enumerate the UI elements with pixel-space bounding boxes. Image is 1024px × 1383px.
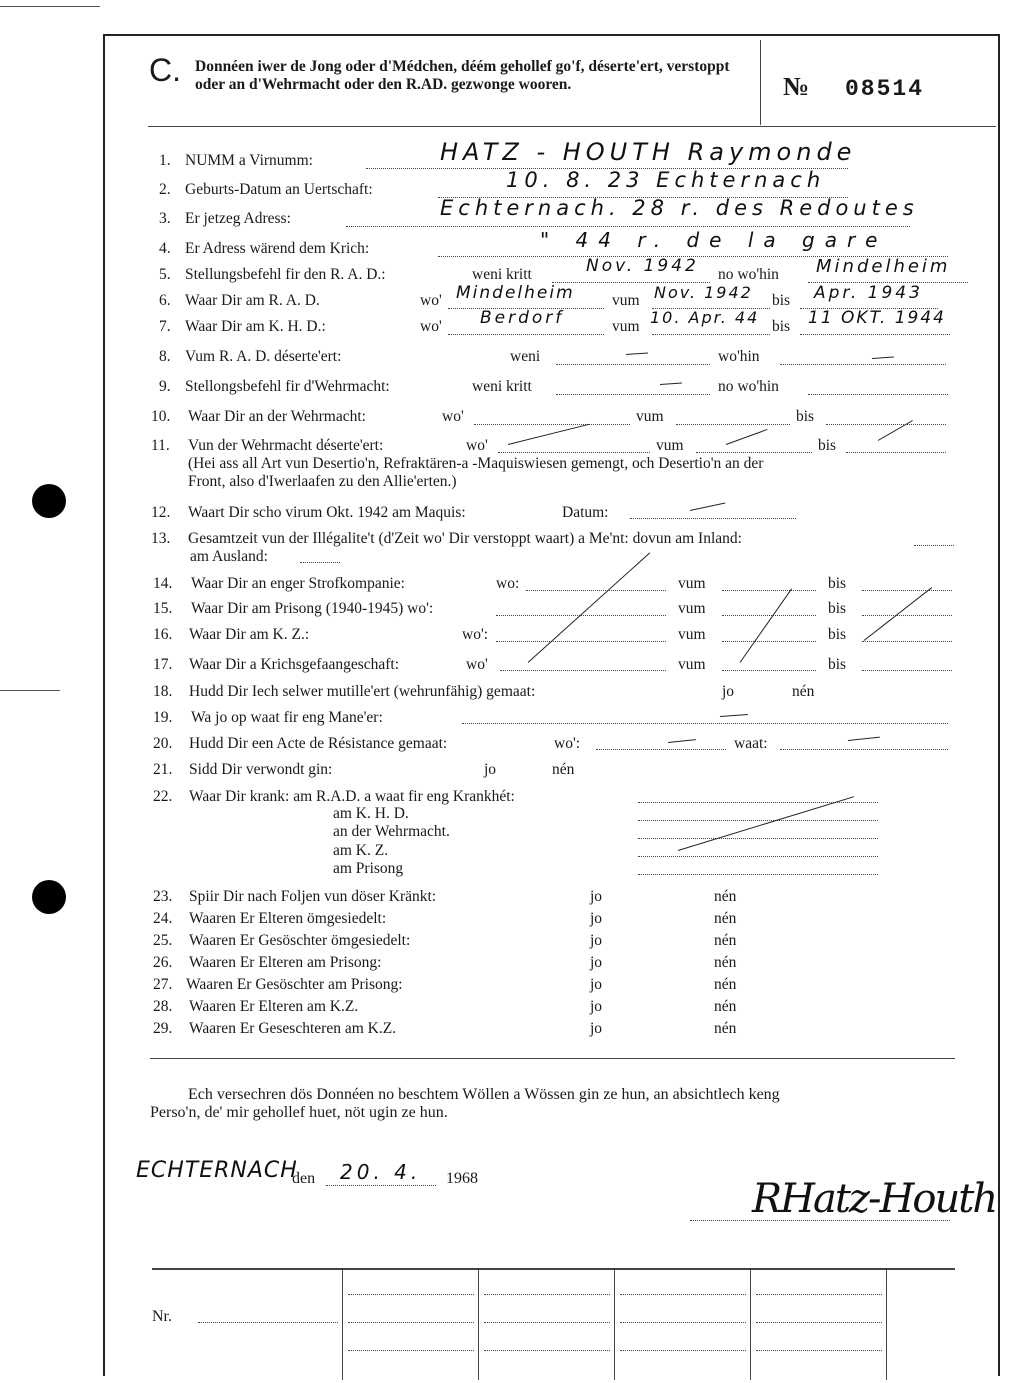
row-7-number: 7. [159,318,171,335]
row-29-label: Waaren Er Geseschteren am K.Z. [189,1020,397,1037]
footer-top-rule [152,1268,955,1270]
answer-khd-bis: 11 OKT. 1944 [808,308,947,328]
row-28-no: nén [714,998,737,1015]
row-4-label: Er Adress wärend dem Krich: [185,240,370,257]
row-27-no: nén [714,976,737,993]
answer-khd-wo: Berdorf [480,308,565,328]
row-11-bis-line [846,452,946,453]
row-7-vum-label: vum [612,318,640,335]
row-3-line [346,226,910,227]
row-13-inland-line [914,545,954,546]
row-18-yes: jo [722,683,735,700]
row-27-yes: jo [590,976,603,993]
answer-war-address: " 44 r. de la gare [540,228,888,252]
row-17-wo-label: wo' [466,656,488,673]
row-8-where-line [780,364,946,365]
answer-khd-vum: 10. Apr. 44 [650,308,760,327]
row-11-wo-label: wo' [466,437,488,454]
row-1-label: NUMM a Virnumm: [185,152,313,169]
row-23-label: Spiir Dir nach Foljen vun döser Kränkt: [189,888,437,905]
row-14-wo-line [526,590,666,591]
row-12-label: Waart Dir scho virum Okt. 1942 am Maquis: [188,504,466,521]
row-17-number: 17. [153,656,173,673]
row-14-number: 14. [153,575,173,592]
row-8-where-label: wo'hin [718,348,760,365]
declaration-place: ECHTERNACH [136,1158,298,1183]
row-26-no: nén [714,954,737,971]
row-26-yes: jo [590,954,603,971]
row-13-abroad-line [300,562,340,563]
declaration-year: 1968 [446,1170,478,1187]
row-6-wo-label: wo' [420,292,442,309]
row-8-when-line [556,364,710,365]
row-16-label: Waar Dir am K. Z.: [189,626,310,643]
row-27-number: 27. [153,976,173,993]
row-17-vum-line [722,670,816,671]
row-14-bis-label: bis [828,575,847,592]
row-21-label: Sidd Dir verwondt gin: [189,761,333,778]
row-10-wo-line [474,424,630,425]
row-21-no: nén [552,761,575,778]
row-6-label: Waar Dir am R. A. D. [185,292,320,309]
row-16-bis-line [862,641,952,642]
row-27-label: Waaren Er Gesöschter am Prisong: [186,976,403,993]
row-23-number: 23. [153,888,173,905]
row-12-date-label: Datum: [562,504,609,521]
row-11-label: Vun der Wehrmacht déserte'ert: [188,437,384,454]
row-18-no: nén [792,683,815,700]
row-10-wo-label: wo' [442,408,464,425]
answer-rad-vum: Nov. 1942 [654,283,753,302]
answer-rad-bis: Apr. 1943 [814,283,923,303]
row-12-date-line [630,518,796,519]
row-11-vum-line [696,452,812,453]
row-24-yes: jo [590,910,603,927]
row-6-number: 6. [159,292,171,309]
footer-divider-5 [886,1270,887,1380]
footer-line-b2 [484,1322,610,1323]
row-28-yes: jo [590,998,603,1015]
row-7-vum-line [652,334,770,335]
row-14-vum-line [722,590,816,591]
row-29-number: 29. [153,1020,173,1037]
row-22-sub-3: am K. Z. [333,842,389,859]
row-3-label: Er jetzeg Adress: [185,210,291,227]
row-24-number: 24. [153,910,173,927]
row-19-line [462,723,948,724]
row-17-label: Waar Dir a Krichsgefaangeschaft: [189,656,400,673]
row-14-bis-line [862,590,952,591]
declaration-den: den [292,1170,316,1187]
row-22-line-3 [638,838,878,839]
answer-rad-when: Nov. 1942 [586,256,699,276]
row-16-wo-label: wo': [462,626,489,643]
row-17-bis-line [862,670,952,671]
row-10-bis-line [826,424,946,425]
footer-line-d1 [756,1294,882,1295]
row-16-vum-label: vum [678,626,706,643]
fold-mark-left [0,690,60,691]
row-29-yes: jo [590,1020,603,1037]
row-25-yes: jo [590,932,603,949]
row-11-vum-label: vum [656,437,684,454]
row-22-sub-4: am Prisong [333,860,404,877]
row-10-number: 10. [151,408,171,425]
footer-line-c2 [620,1322,746,1323]
row-9-where-line [808,394,948,395]
row-24-label: Waaren Er Elteren ömgesiedelt: [189,910,387,927]
form-number: 08514 [845,76,925,102]
row-16-wo-line [496,641,666,642]
row-17-bis-label: bis [828,656,847,673]
row-1-number: 1. [159,152,171,169]
row-22-label: Waar Dir krank: am R.A.D. a waat fir eng Krankhét: [189,788,515,805]
row-13-label: Gesamtzeit vun der Illégalite't (d'Zeit wo' Dir verstoppt waart) a Me'nt: dovun am Inland: [188,530,742,547]
row-16-number: 16. [153,626,173,643]
signature: RHatz-Houth [752,1176,997,1222]
row-23-no: nén [714,888,737,905]
footer-line-b1 [484,1294,610,1295]
row-11-note-2: Front, also d'Iwerlaafen zu den Allie'erten.) [188,473,457,490]
row-22-sub-2: an der Wehrmacht. [333,823,450,840]
footer-line-d2 [756,1322,882,1323]
row-29-no: nén [714,1020,737,1037]
row-24-no: nén [714,910,737,927]
row-25-number: 25. [153,932,173,949]
row-16-bis-label: bis [828,626,847,643]
row-7-wo-line [448,334,604,335]
row-2-number: 2. [159,181,171,198]
footer-line-a2 [348,1322,474,1323]
footer-line-c3 [620,1350,746,1351]
answer-rad-where: Mindelheim [816,256,951,277]
footer-divider-1 [342,1270,343,1380]
row-15-bis-label: bis [828,600,847,617]
answer-rad-wo: Mindelheim [456,283,575,303]
row-15-vum-line [722,615,816,616]
row-17-vum-label: vum [678,656,706,673]
row-26-label: Waaren Er Elteren am Prisong: [189,954,382,971]
declaration-line-2: Perso'n, de' mir gehollef huet, nöt ugin ze hun. [150,1104,448,1121]
row-21-number: 21. [153,761,173,778]
row-15-vum-label: vum [678,600,706,617]
footer-divider-4 [750,1270,751,1380]
row-22-sub-1: am K. H. D. [333,805,409,822]
row-9-when-label: weni kritt [472,378,532,395]
row-22-line-2 [638,820,878,821]
row-11-number: 11. [151,437,170,454]
row-28-label: Waaren Er Elteren am K.Z. [189,998,359,1015]
row-6-bis-label: bis [772,292,791,309]
row-20-wo-label: wo': [554,735,581,752]
row-7-bis-label: bis [772,318,791,335]
answer-name: HATZ - HOUTH Raymonde [440,138,857,166]
declaration-date-line [326,1185,436,1186]
declaration-line-1: Ech versechren dös Donnéen no beschtem Wöllen a Wössen gin ze hun, an absichtlech keng [188,1086,780,1103]
row-9-number: 9. [159,378,171,395]
row-21-yes: jo [484,761,497,778]
row-20-what-label: waat: [734,735,768,752]
declaration-date: 20. 4. [340,1160,422,1184]
row-19-number: 19. [153,709,173,726]
row-16-vum-line [722,641,816,642]
row-20-what-line [780,749,948,750]
row-9-label: Stellongsbefehl fir d'Wehrmacht: [185,378,390,395]
punch-hole-bottom [32,880,66,914]
row-7-bis-line [800,334,950,335]
row-10-vum-line [676,424,790,425]
row-2-label: Geburts-Datum an Uertschaft: [185,181,373,198]
footer-line-d3 [756,1350,882,1351]
row-5-label: Stellungsbefehl fir den R. A. D.: [185,266,386,283]
punch-hole-top [32,484,66,518]
row-5-number: 5. [159,266,171,283]
row-18-number: 18. [153,683,173,700]
row-10-vum-label: vum [636,408,664,425]
answer-address: Echternach. 28 r. des Redoutes [440,196,919,220]
row-15-bis-line [862,615,952,616]
row-7-label: Waar Dir am K. H. D.: [185,318,326,335]
row-3-number: 3. [159,210,171,227]
footer-line-b3 [484,1350,610,1351]
row-22-line-5 [638,874,878,875]
row-11-note-1: (Hei ass all Art vun Desertio'n, Refraktären-a -Maquiswiesen gemengt, och Desertio'n an der [188,455,764,472]
header-rule [148,126,996,127]
footer-line-a1 [348,1294,474,1295]
row-26-number: 26. [153,954,173,971]
footer-nr-line [198,1322,338,1323]
row-19-label: Wa jo op waat fir eng Mane'er: [191,709,383,726]
row-9-when-line [556,394,710,395]
answer-birth: 10. 8. 23 Echternach [506,168,826,192]
questions-end-rule [150,1058,955,1059]
row-20-label: Hudd Dir een Acte de Résistance gemaat: [189,735,448,752]
row-20-wo-line [596,749,726,750]
row-25-label: Waaren Er Gesöschter ömgesiedelt: [189,932,411,949]
row-22-line-4 [638,856,878,857]
row-11-wo-line [498,452,650,453]
row-10-bis-label: bis [796,408,815,425]
row-17-wo-line [500,670,666,671]
row-8-label: Vum R. A. D. déserte'ert: [185,348,342,365]
number-sign: № [783,72,810,101]
row-14-label: Waar Dir an enger Strofkompanie: [191,575,405,592]
row-5-where-label: no wo'hin [718,266,779,283]
row-13-abroad-label: am Ausland: [190,548,268,565]
row-22-number: 22. [153,788,173,805]
row-8-number: 8. [159,348,171,365]
row-8-when-label: weni [510,348,541,365]
row-23-yes: jo [590,888,603,905]
row-9-where-label: no wo'hin [718,378,779,395]
footer-divider-3 [614,1270,615,1380]
row-28-number: 28. [153,998,173,1015]
row-7-wo-label: wo' [420,318,442,335]
row-25-no: nén [714,932,737,949]
row-10-label: Waar Dir an der Wehrmacht: [188,408,366,425]
row-6-vum-label: vum [612,292,640,309]
row-22-line-1 [638,802,878,803]
row-12-number: 12. [151,504,171,521]
row-5-when-label: weni kritt [472,266,532,283]
row-14-vum-label: vum [678,575,706,592]
row-13-number: 13. [151,530,171,547]
form-number-box [760,40,997,125]
footer-line-c1 [620,1294,746,1295]
top-edge-mark [0,6,100,7]
row-14-wo-label: wo: [496,575,520,592]
footer-line-a3 [348,1350,474,1351]
row-15-label: Waar Dir am Prisong (1940-1945) wo': [191,600,434,617]
row-4-number: 4. [159,240,171,257]
row-20-number: 20. [153,735,173,752]
row-11-bis-label: bis [818,437,837,454]
row-18-label: Hudd Dir Iech selwer mutille'ert (wehrunfähig) gemaat: [189,683,536,700]
footer-divider-2 [478,1270,479,1380]
row-15-number: 15. [153,600,173,617]
form-header-text: Donnéen iwer de Jong oder d'Médchen, déém gehollef go'f, déserte'ert, verstoppt oder an d'Wehrmacht oder den R.AD. gezwonge wooren. [195,58,730,93]
form-section-letter: C. [149,52,181,88]
footer-nr-label: Nr. [152,1308,172,1325]
